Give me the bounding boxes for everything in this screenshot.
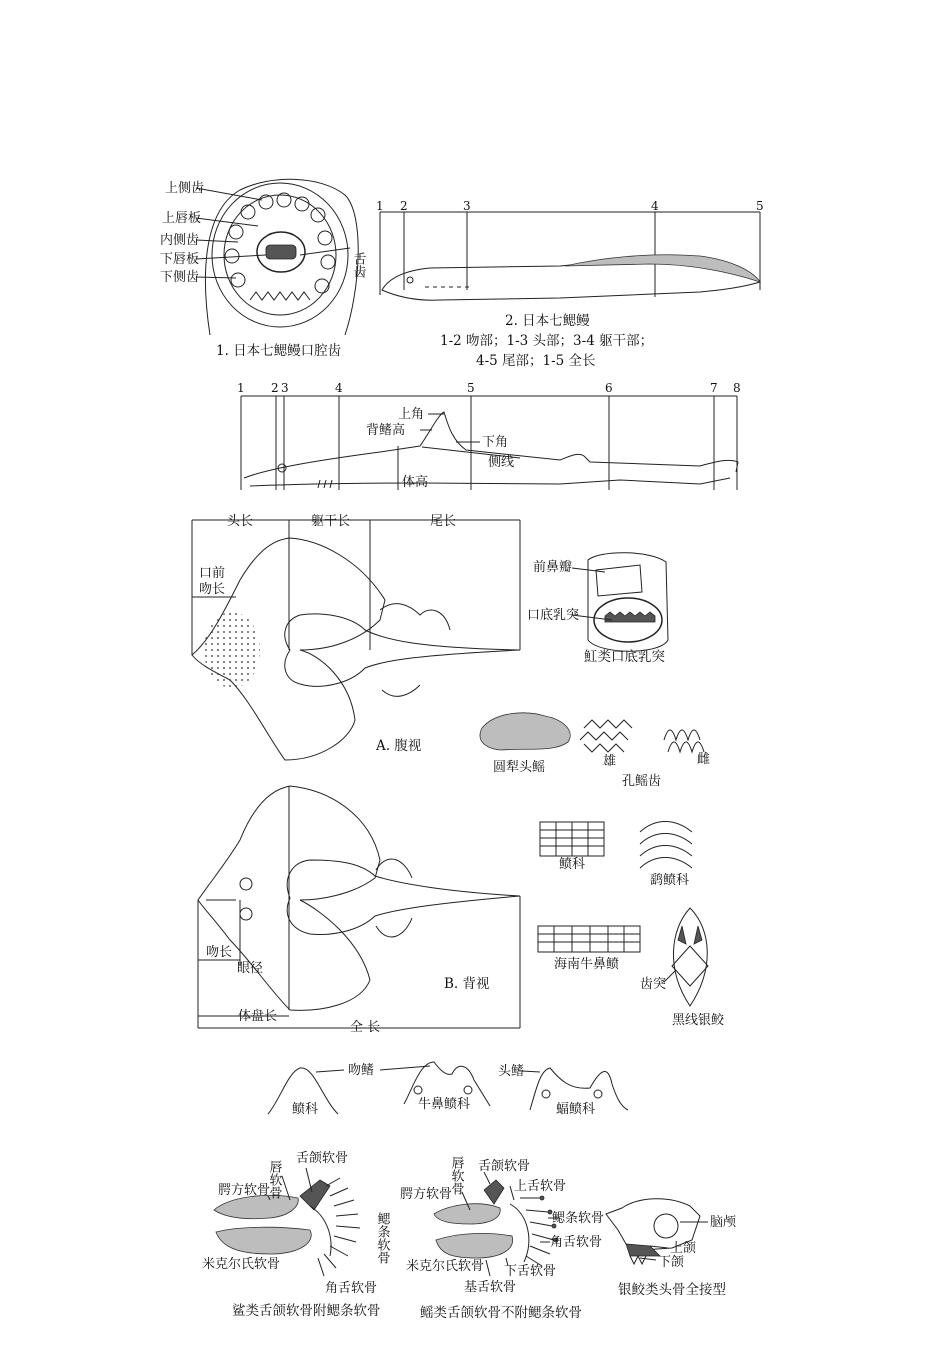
mid-label-meckel: 米克尔氏软骨 — [406, 1259, 485, 1274]
teeth-samples — [480, 713, 725, 1028]
label-family-1: 鲼科 — [292, 1102, 319, 1117]
skate-teeth-female — [664, 730, 704, 752]
mid-label-ceratohyal: 角舌软骨 — [550, 1235, 603, 1250]
label-dorsal-height: 背鳍高 — [366, 423, 406, 438]
label-body-height: 体高 — [402, 475, 429, 490]
eagle-ray-teeth — [640, 822, 692, 869]
caption-stingray-mouth: 魟类口底乳突 — [584, 649, 665, 665]
hainan-ray-teeth — [538, 926, 640, 952]
shark-tick-8: 8 — [733, 381, 741, 395]
label-cephalic-fin: 头鳍 — [498, 1064, 525, 1079]
label-family-3: 蝠鲼科 — [556, 1102, 596, 1117]
left-label-branchial: 鳃条软骨 — [374, 1212, 390, 1264]
mid-label-hyomandibular: 舌颌软骨 — [478, 1159, 531, 1174]
lamprey-tick-5: 5 — [756, 199, 764, 213]
caption-lamprey-mouth: 1. 日本七鳃鳗口腔齿 — [216, 343, 342, 359]
left-label-meckel: 米克尔氏软骨 — [202, 1257, 281, 1272]
caption-ray-skeleton: 鳐类舌颌软骨不附鳃条软骨 — [420, 1305, 582, 1321]
label-lower-angle: 下角 — [482, 435, 509, 450]
label-snout-length: 吻长 — [206, 945, 233, 960]
label-round-ray: 圆犁头鳐 — [493, 760, 546, 775]
label-tooth-process: 齿突 — [640, 977, 667, 992]
label-tongue-teeth: 舌齿 — [350, 252, 366, 278]
lamprey-tick-4: 4 — [651, 199, 659, 213]
label-preoral-2: 吻长 — [199, 582, 226, 597]
shark-tick-3: 3 — [281, 381, 289, 395]
label-upper-lateral-teeth: 上侧齿 — [165, 181, 205, 196]
label-family-2: 牛鼻鲼科 — [418, 1097, 471, 1112]
caption-lamprey-body: 2. 日本七鳃鳗 — [505, 313, 590, 329]
cephalic-fins-figure — [268, 1062, 628, 1117]
lamprey-tick-2: 2 — [400, 199, 408, 213]
label-skate-teeth: 孔鳐齿 — [622, 774, 662, 789]
shark-tick-1: 1 — [237, 381, 245, 395]
label-lateral-line: 侧线 — [488, 455, 515, 470]
caption-chimaera-skull: 银鲛类头骨全接型 — [618, 1282, 726, 1298]
caption-dorsal-view: B. 背视 — [444, 976, 490, 992]
label-eagle-ray: 鹞鲼科 — [650, 873, 690, 888]
mid-label-branchial: 鳃条软骨 — [552, 1211, 605, 1226]
label-rajidae: 鲼科 — [559, 857, 586, 872]
ray-dorsal-figure — [198, 786, 520, 1035]
left-label-labial: 唇软骨 — [266, 1160, 282, 1199]
shark-body-figure — [237, 381, 741, 490]
label-hainan-ray: 海南牛鼻鲼 — [554, 957, 620, 972]
shark-tick-5: 5 — [467, 381, 475, 395]
shark-tick-2: 2 — [271, 381, 279, 395]
lamprey-desc-line1: 1-2 吻部；1-3 头部；3-4 躯干部； — [440, 333, 654, 349]
shark-tick-7: 7 — [710, 381, 718, 395]
right-label-upper-jaw: 上颌 — [670, 1241, 697, 1256]
lamprey-tick-3: 3 — [463, 199, 471, 213]
lamprey-desc-line2: 4-5 尾部；1-5 全长 — [476, 353, 596, 369]
label-upper-angle: 上角 — [398, 407, 425, 422]
shark-tick-4: 4 — [335, 381, 343, 395]
lamprey-tick-1: 1 — [376, 199, 384, 213]
lamprey-body-figure — [376, 199, 764, 369]
caption-ventral-view: A. 腹视 — [376, 738, 422, 754]
mid-label-hypohyal: 下舌软骨 — [504, 1264, 557, 1279]
label-lower-lateral-teeth: 下侧齿 — [160, 270, 200, 285]
label-eye-diameter: 眼径 — [237, 961, 264, 976]
label-disc-length: 体盘长 — [238, 1009, 278, 1024]
mid-label-palatoquadrate: 腭方软骨 — [400, 1187, 453, 1202]
left-label-ceratohyal: 角舌软骨 — [325, 1281, 378, 1296]
mid-label-basihyal: 基舌软骨 — [464, 1280, 517, 1295]
lamprey-mouth-figure — [160, 179, 366, 359]
stingray-mouth-figure — [527, 553, 668, 665]
chimaera-skull-skeleton — [606, 1199, 737, 1298]
right-label-cranium: 脑颅 — [710, 1215, 737, 1230]
label-rostral-fin: 吻鳍 — [348, 1063, 375, 1078]
left-label-palatoquadrate: 腭方软骨 — [218, 1183, 271, 1198]
label-preoral-1: 口前 — [199, 566, 226, 581]
label-mouth-papillae: 口底乳突 — [527, 608, 580, 623]
ray-ventral-figure — [192, 513, 520, 760]
ray-jaw-skeleton — [400, 1156, 604, 1321]
shark-tick-6: 6 — [605, 381, 613, 395]
rajidae-teeth — [540, 822, 604, 856]
label-total-length: 全 长 — [350, 1020, 381, 1035]
label-chimaera: 黑线银鲛 — [672, 1013, 725, 1028]
skate-teeth-male — [580, 720, 632, 752]
label-trunk-length: 躯干长 — [311, 514, 351, 529]
label-head-length: 头长 — [227, 514, 254, 529]
label-lower-lip-plate: 下唇板 — [160, 252, 200, 267]
caption-shark-skeleton: 鲨类舌颌软骨附鳃条软骨 — [232, 1303, 381, 1319]
right-label-lower-jaw: 下颌 — [658, 1255, 685, 1270]
label-tail-length: 尾长 — [430, 514, 457, 529]
label-male: 雄 — [603, 754, 617, 769]
label-upper-lip-plate: 上唇板 — [162, 211, 202, 226]
chimaera-teeth — [664, 908, 708, 1006]
mid-label-epihyal: 上舌软骨 — [514, 1179, 567, 1194]
label-nasal-flap: 前鼻瓣 — [533, 560, 573, 575]
shark-jaw-skeleton — [202, 1151, 390, 1319]
label-female: 雌 — [697, 752, 711, 767]
left-label-hyomandibular: 舌颌软骨 — [296, 1151, 349, 1166]
mid-label-labial: 唇软骨 — [448, 1156, 464, 1195]
label-inner-lateral-teeth: 内侧齿 — [160, 233, 200, 248]
